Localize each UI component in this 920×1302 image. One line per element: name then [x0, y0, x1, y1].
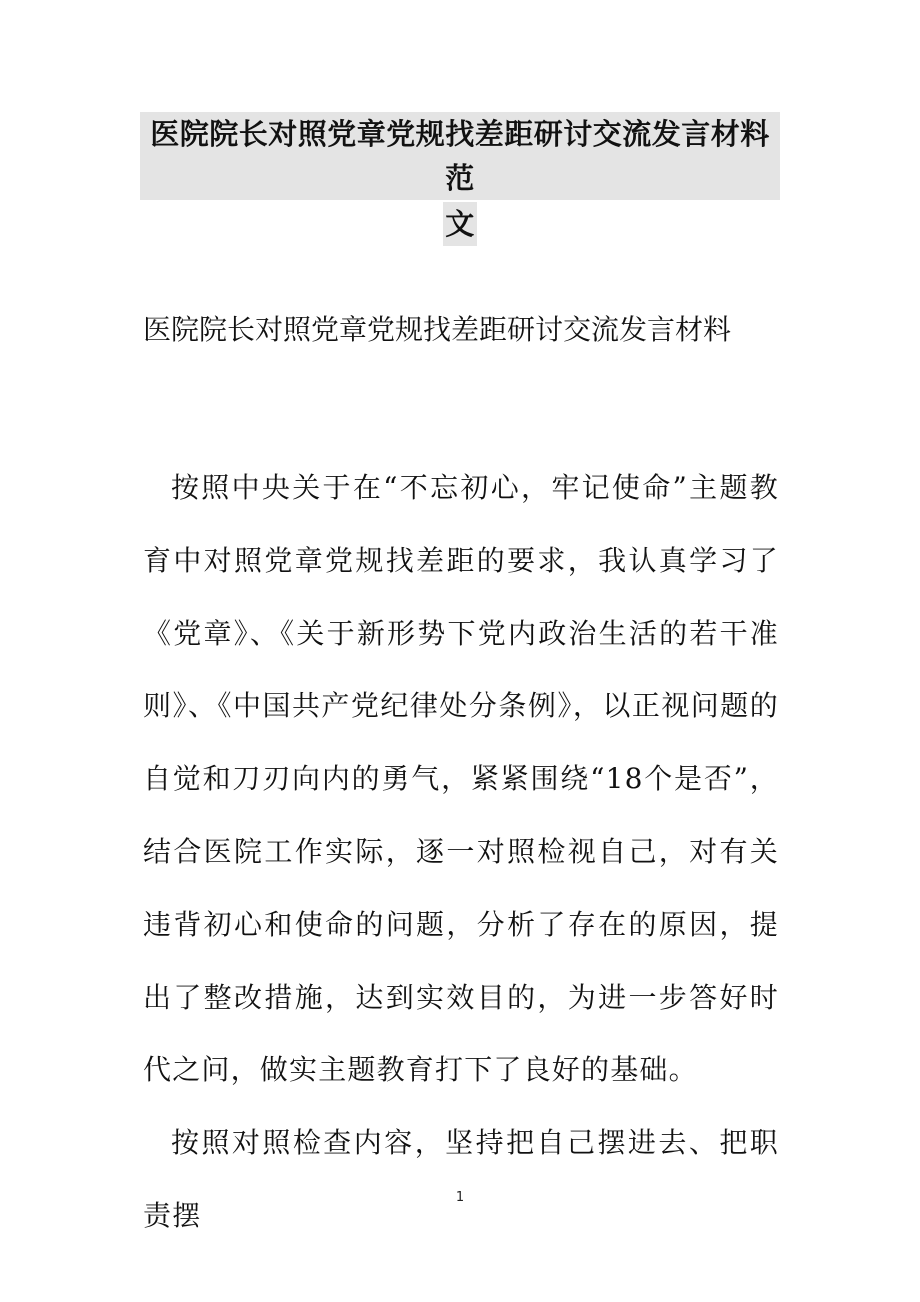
- paragraph-1: 按照中央关于在“不忘初心，牢记使命”主题教育中对照党章党规找差距的要求，我认真学习了《党章》、《关于新形势下党内政治生活的若干准则》、《中国共产党纪律处分条例》，以正视问题的自觉和刀刃向内的勇气，紧紧围绕“18个是否”，结合医院工作实际，逐一对照检视自己，对有关违背初心和使命的问题，分析了存在的原因，提出了整改措施，达到实效目的，为进一步答好时代之问，做实主题教育打下了良好的基础。: [143, 471, 779, 1087]
- paragraph-2: 按照对照检查内容，坚持把自己摆进去、把职责摆: [143, 1126, 779, 1232]
- title-line-2: 文: [443, 202, 477, 246]
- title-line-1: 医院院长对照党章党规找差距研讨交流发言材料范: [140, 112, 780, 200]
- page-number: 1: [455, 1190, 465, 1205]
- document-title: [140, 112, 780, 248]
- document-body: [143, 452, 779, 1253]
- document-subtitle: 医院院长对照党章党规找差距研讨交流发言材料: [143, 313, 732, 346]
